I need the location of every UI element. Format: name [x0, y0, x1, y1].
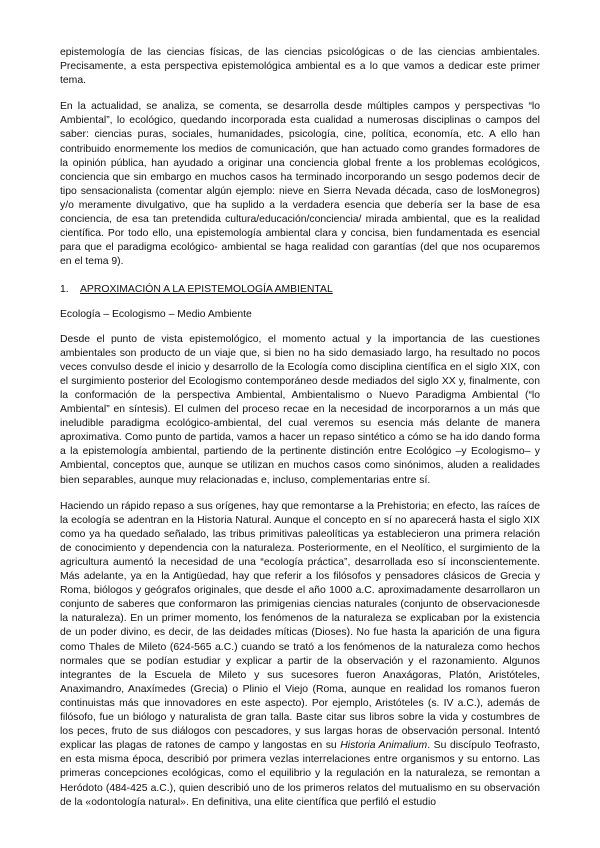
origins-text-a: Haciendo un rápido repaso a sus orígenes, hay que remontarse a la Prehistoria; en efecto, las raíces de la ecología se adentran en la Historia Natural. Aunque el concepto en sí no aparecerá hasta el siglo XIX como ya ha quedado señalado, las tribus primitivas paleolíticas ya establecieron una primera relación de conocimiento y dependencia con la naturaleza. Posteriormente, en el Neolítico, el surgimiento de la agricultura aumentó la necesidad de una “ecología práctica”, desarrollada eso sí inconscientemente. Más adelante, ya en la Antigüedad, hay que referir a los filósofos y pensadores clásicos de Grecia y Roma, biólogos y geógrafos originales, que desde el año 1000 a.C. aproximadamente desarrollaron un conjunto de saberes que conformaron las primigenias ciencias naturales (conjunto de observacionesde la naturaleza). En un primer momento, los fenómenos de la naturaleza se explicaban por la existencia de un poder divino, es decir, de las deidades míticas (Dioses). No fue hasta la aparición de una figura como Thales de Mileto (624-565 a.C.) cuando se trató a los fenómenos de la naturaleza como hechos normales que se podían estudiar y explicar a partir de la observación y el razonamiento. Algunos integrantes de la Escuela de Mileto y sus sucesores fueron Anaxágoras, Platón, Aristóteles, Anaximandro, Anaxímedes (Grecia) o Plinio el Viejo (Roma, aunque en realidad los romanos fueron continuistas más que innovadores en este aspecto). Por ejemplo, Aristóteles (s. IV a.C.), además de filósofo, fue un biólogo y naturalista de gran talla. Baste citar sus libros sobre la vida y costumbres de los peces, fruto de sus diálogos con pescadores, y sus largas horas de observación personal. Intentó explicar las plagas de ratones de campo y langostas en su — [60, 500, 540, 752]
section-heading — [60, 283, 540, 297]
section-title: APROXIMACIÓN A LA EPISTEMOLOGÍA AMBIENTAL — [80, 284, 333, 296]
origins-text-b: . Su discípulo Teofrasto, en esta misma época, describió por primera vezlas interrelaciones entre organismos y su entorno. Las primeras concepciones ecológicas, como el equilibrio y la regulación en la naturaleza, se remontan a Heródoto (484-425 a.C.), quien describió uno de los primeros relatos del mutualismo en su observación de la «odontología natural». En definitiva, una elite científica que perfiló el estudio — [60, 740, 540, 808]
subheading: Ecología – Ecologismo – Medio Ambiente — [60, 308, 252, 320]
intro-paragraph: epistemología de las ciencias físicas, de las ciencias psicológicas o de las ciencias ambientales. Precisamente, a esta perspectiva epistemológica ambiental es a lo que vamos a dedicar este primer tema. — [60, 47, 540, 87]
epistemology-paragraph: Desde el punto de vista epistemológico, el momento actual y la importancia de las cuestiones ambientales son producto de un viaje que, si bien no ha sido demasiado largo, ha resultado no pocos veces convulso desde el inicio y desarrollo de la Ecología como disciplina científica en el siglo XIX, con el surgimiento posterior del Ecologismo contemporáneo desde mediados del siglo XX y, finalmente, con la conformación de la perspectiva Ambiental, Ambientalismo o Nuevo Paradigma Ambiental (“lo Ambiental” en síntesis). El culmen del proceso recae en la necesidad de incorporarnos a un más que ineludible paradigma ecológico-ambiental, del cual veremos su esencia más delante de manera aproximativa. Como punto de partida, vamos a hacer un repaso sintético a cómo se ha ido dando forma a la epistemología ambiental, partiendo de la pertinente distinción entre Ecológico –y Ecologismo– y Ambiental, conceptos que, aunque se utilizan en muchos casos como sinónimos, aluden a realidades bien separables, aunque muy relacionadas e, incluso, complementarias entre sí. — [60, 333, 540, 486]
section-number: 1. — [60, 284, 69, 296]
book-title-italic: Historia Animalium — [340, 740, 428, 752]
context-paragraph: En la actualidad, se analiza, se comenta, se desarrolla desde múltiples campos y perspectivas “lo Ambiental”, lo ecológico, quedando incorporada esta cualidad a numerosas disciplinas o campos del saber: ciencias puras, sociales, humanidades, psicología, cine, política, economía, etc. A ello han contribuido enormemente los medios de comunicación, que han actuado como grandes formadores de la opinión pública, han ayudado a originar una conciencia global frente a los problemas ecológicos, conciencia que sin embargo en muchos casos ha terminado incorporando un sesgo podemos decir de tipo sensacionalista (comentar algún ejemplo: nieve en Sierra Nevada década, caso de losMonegros) y/o meramente divulgativo, que ha suplido a la verdadera esencia que debería ser la base de esa conciencia, de esa tan pretendida cultura/educación/conciencia/ mirada ambiental, que es la realidad científica. Por todo ello, una epistemología ambiental clara y concisa, bien fundamentada es esencial para que el paradigma ecológico- ambiental se haga realidad con garantías (del que nos ocuparemos en el tema 9). — [60, 101, 540, 268]
origins-paragraph — [60, 500, 540, 810]
